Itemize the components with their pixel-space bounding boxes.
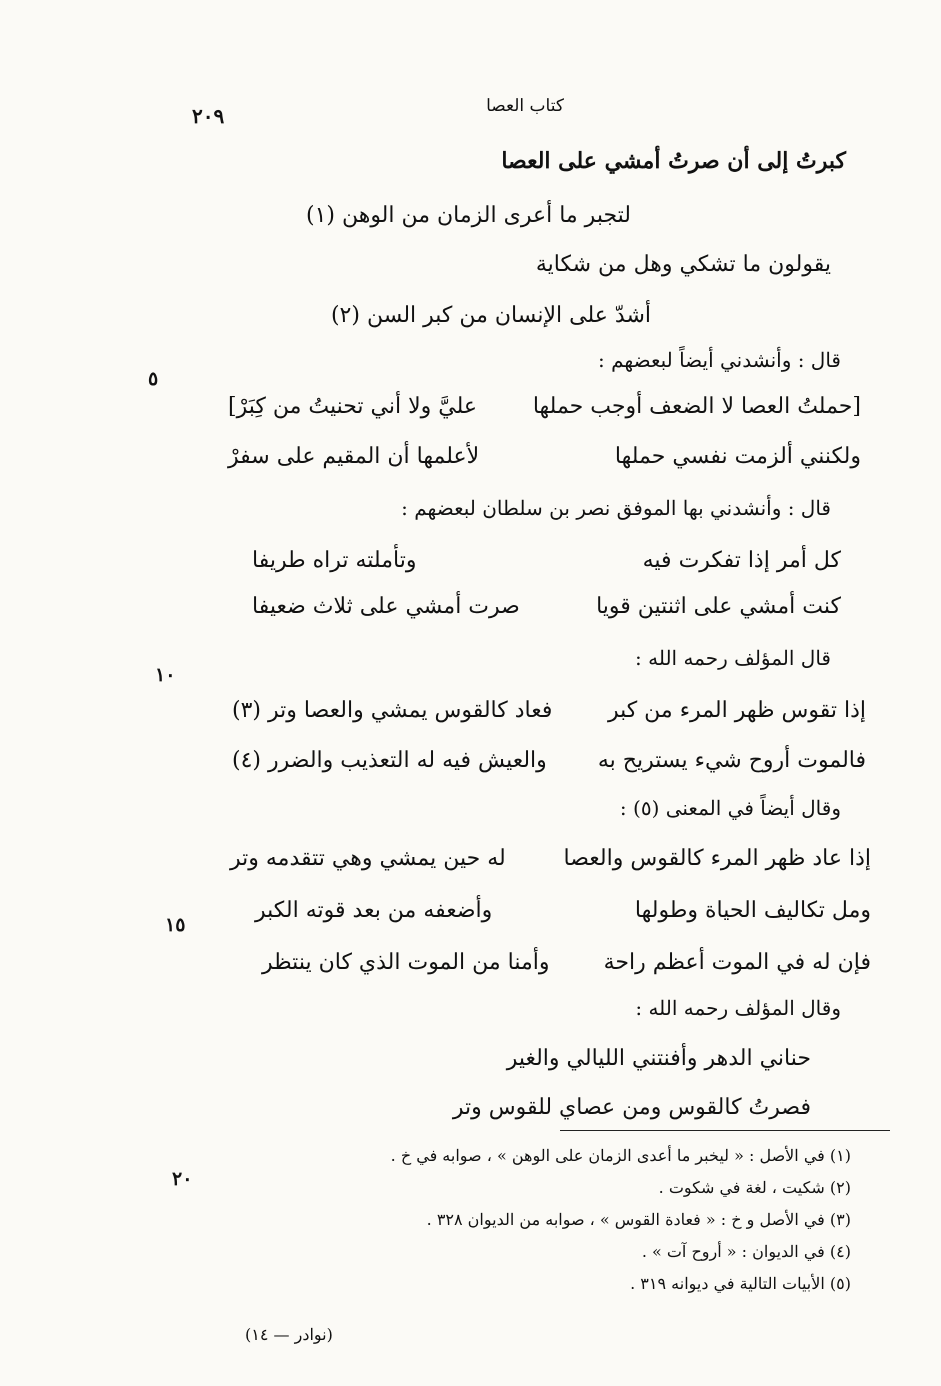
line-number-15: ١٥: [165, 914, 186, 936]
line-number-20: ٢٠: [172, 1168, 193, 1190]
verse-hemistich-left: صرت أمشي على ثلاث ضعيفا: [252, 594, 520, 619]
line-number-10: ١٠: [155, 664, 176, 686]
verse-hemistich-right: فالموت أروح شيء يستريح به: [597, 748, 866, 773]
footnote: (٢) شكيت ، لغة في شكوت .: [658, 1178, 851, 1197]
footnote: (٣) في الأصل و خ : « فعادة القوس » ، صوابه من الديوان ٣٢٨ .: [426, 1210, 851, 1229]
verse-hemistich-left: وتأملته تراه طريفا: [252, 548, 417, 573]
prose-line: قال : وأنشدني أيضاً لبعضهم :: [597, 348, 841, 372]
footnote: (٤) في الديوان : « أروح آت » .: [641, 1242, 851, 1261]
verse-line: لتجبر ما أعرى الزمان من الوهن (١): [305, 203, 631, 228]
prose-line: وقال المؤلف رحمه الله :: [635, 996, 841, 1020]
verse-line: أشدّ على الإنسان من كبر السن (٢): [330, 303, 651, 328]
prose-line: قال : وأنشدني بها الموفق نصر بن سلطان لبعضهم :: [401, 496, 831, 520]
verse-hemistich-right: كنت أمشي على اثنتين قويا: [596, 594, 841, 619]
page-number: ٢٠٩: [192, 104, 225, 128]
verse-hemistich-right: [حملتُ العصا لا الضعف أوجب حملها: [532, 394, 861, 419]
verse-hemistich-left: لأعلمها أن المقيم على سفرْ: [228, 444, 480, 469]
verse-hemistich-left: وأمنا من الموت الذي كان ينتظر: [262, 950, 550, 975]
verse-hemistich-left: فعاد كالقوس يمشي والعصا وتر (٣): [232, 698, 553, 723]
verse-hemistich-right: إذا تقوس ظهر المرء من كبر: [607, 698, 866, 723]
prose-line: وقال أيضاً في المعنى (٥) :: [619, 796, 841, 820]
verse-hemistich-left: وأضعفه من بعد قوته الكبر: [255, 898, 493, 923]
verse-line: كبرتُ إلى أن صرتُ أمشي على العصا: [501, 148, 846, 174]
prose-line: قال المؤلف رحمه الله :: [635, 646, 831, 670]
verse-hemistich-left: والعيش فيه له التعذيب والضرر (٤): [232, 748, 547, 773]
signature-mark: (نوادر — ١٤): [245, 1325, 333, 1344]
footnote: (١) في الأصل : « ليخبر ما أعدى الزمان على الوهن » ، صوابه في خ .: [390, 1146, 851, 1165]
verse-line: فصرتُ كالقوس ومن عصاي للقوس وتر: [452, 1095, 811, 1120]
line-number-5: ٥: [148, 368, 159, 390]
verse-hemistich-left: عليَّ ولا أني تحنيتُ من كِبَرْ]: [228, 394, 478, 419]
verse-hemistich-right: ولكنني ألزمت نفسي حملها: [614, 444, 861, 469]
verse-hemistich-right: إذا عاد ظهر المرء كالقوس والعصا: [563, 846, 871, 871]
verse-hemistich-right: ومل تكاليف الحياة وطولها: [634, 898, 871, 923]
running-header-title: كتاب العصا: [486, 96, 564, 116]
verse-hemistich-right: كل أمر إذا تفكرت فيه: [642, 548, 841, 573]
verse-hemistich-right: فإن له في الموت أعظم راحة: [603, 950, 871, 975]
verse-hemistich-left: له حين يمشي وهي تتقدمه وتر: [230, 846, 506, 871]
verse-line: حناني الدهر وأفنتني الليالي والغير: [506, 1046, 811, 1071]
footnote: (٥) الأبيات التالية في ديوانه ٣١٩ .: [630, 1274, 851, 1293]
footnote-divider: [560, 1130, 890, 1131]
verse-line: يقولون ما تشكي وهل من شكاية: [535, 252, 831, 277]
